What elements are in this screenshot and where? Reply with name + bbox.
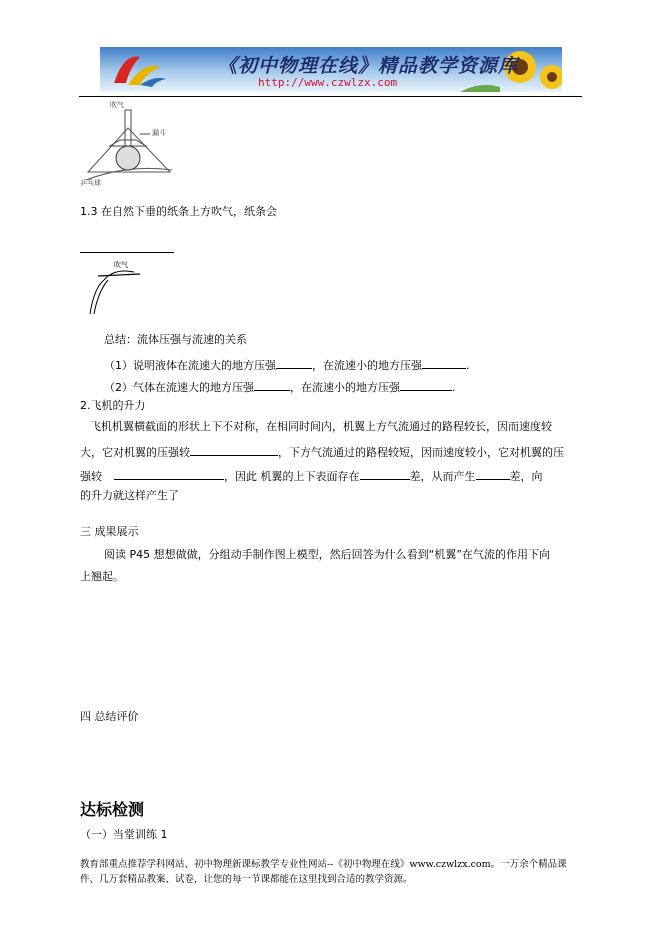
section-2-line-3	[80, 467, 543, 484]
blank-gas-slow	[400, 378, 452, 391]
section-1-3-text: 1.3 在自然下垂的纸条上方吹气，纸条会	[80, 205, 277, 218]
summary-1-text-b: ，在流速小的地方压强	[312, 359, 422, 372]
header-rule	[79, 96, 582, 97]
section-5-subtitle: （一）当堂训练 1	[80, 828, 168, 841]
figure1-label-ball: 乒乓球	[80, 179, 101, 187]
answer-blank	[80, 252, 174, 253]
blank-pressure-diff	[360, 467, 410, 480]
blank-liquid-slow	[422, 356, 466, 369]
header-banner	[100, 47, 562, 92]
section-2-title: 2.飞机的升力	[80, 399, 146, 412]
summary-line-2	[104, 378, 456, 395]
section-2-line-4: 的升力就这样产生了	[80, 489, 179, 502]
section-2-line-2-a: 大，它对机翼的压强较	[80, 446, 190, 459]
summary-line-1	[104, 356, 470, 373]
summary-1-text-c: .	[466, 359, 470, 372]
section-2-line-2-b: ，下方气流通过的路程较短，因而速度较小，它对机翼的压	[278, 446, 564, 459]
blank-liquid-fast	[276, 356, 312, 369]
blank-upper-pressure	[190, 443, 278, 456]
footer-line-2: 件、几万套精品教案、试卷，让您的每一节课都能在这里找到合适的教学资源。	[80, 874, 413, 885]
summary-2-text-c: .	[452, 381, 456, 394]
banner-url: http://www.czwlzx.com	[258, 76, 398, 89]
figure2-label-blow: 吹气	[114, 261, 128, 269]
section-2-line-3-a: 强较	[80, 470, 102, 483]
section-2-line-1: 飞机机翼横截面的形状上下不对称，在相同时间内，机翼上方气流通过的路程较长，因而速度较	[90, 420, 552, 433]
section-3-line-1: 阅读 P45 想想做做，分组动手制作图上模型，然后回答为什么看到“机翼”在气流的作用下向	[104, 548, 551, 561]
section-2-line-3-b: ，因此 机翼的上下表面存在	[224, 470, 360, 483]
summary-2-text-a: （2）气体在流速大的地方压强	[104, 381, 254, 394]
banner-title: 《初中物理在线》精品教学资源库	[218, 55, 519, 77]
section-5-title: 达标检测	[80, 800, 145, 819]
blank-gas-fast	[254, 378, 290, 391]
summary-2-text-b: ，在流速小的地方压强	[290, 381, 400, 394]
section-2-line-3-d: 差，向	[509, 470, 543, 483]
funnel-figure	[80, 100, 180, 190]
figure1-label-blow: 吹气	[110, 101, 124, 109]
blank-force-diff	[476, 467, 510, 480]
summary-title: 总结：流体压强与流速的关系	[104, 333, 247, 346]
paper-strip-figure	[80, 258, 160, 320]
section-3-title: 三 成果展示	[80, 525, 139, 538]
figure1-label-funnel: 漏斗	[152, 129, 166, 137]
blank-lower-pressure	[114, 467, 224, 480]
section-4-title: 四 总结评价	[80, 710, 139, 723]
summary-1-text-a: （1）说明液体在流速大的地方压强	[104, 359, 276, 372]
section-3-line-2: 上翘起。	[80, 570, 124, 583]
footer-line-1: 教育部重点推荐学科网站、初中物理新课标教学专业性网站--《初中物理在线》www.czwlzx.com。一万余个精品课	[80, 859, 567, 870]
section-2-line-3-c: 差，从而产生	[409, 470, 476, 483]
funnel-diagram	[80, 100, 180, 190]
section-2-line-2	[80, 443, 564, 460]
